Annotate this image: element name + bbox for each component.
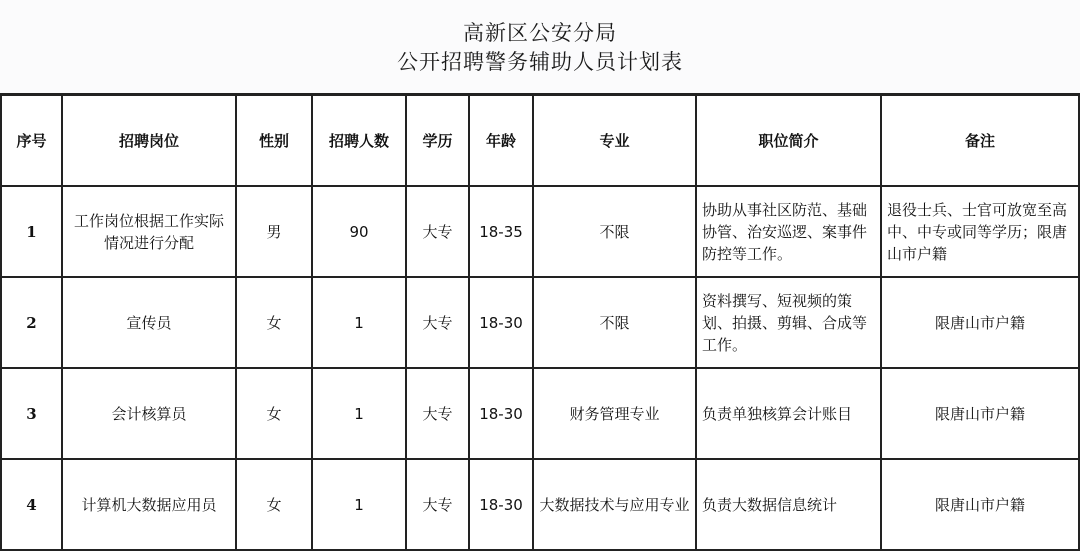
row-no: 1 [1, 186, 62, 277]
row-age: 18-30 [469, 459, 533, 550]
row-major: 不限 [533, 186, 696, 277]
header-cell-gender: 性别 [236, 95, 312, 186]
document-title: 高新区公安分局 [463, 21, 617, 45]
row-note: 限唐山市户籍 [881, 277, 1079, 368]
row-age: 18-30 [469, 368, 533, 459]
header-cell-intro: 职位简介 [696, 95, 881, 186]
row-count: 1 [312, 368, 406, 459]
row-no: 2 [1, 277, 62, 368]
row-education: 大专 [406, 277, 469, 368]
table-row [1, 459, 1079, 550]
row-position: 宣传员 [62, 277, 236, 368]
row-intro: 负责单独核算会计账目 [696, 368, 881, 459]
table-row [1, 186, 1079, 277]
row-major: 大数据技术与应用专业 [533, 459, 696, 550]
row-gender: 女 [236, 368, 312, 459]
row-age: 18-35 [469, 186, 533, 277]
row-no: 3 [1, 368, 62, 459]
row-note: 限唐山市户籍 [881, 459, 1079, 550]
row-education: 大专 [406, 186, 469, 277]
header-cell-count: 招聘人数 [312, 95, 406, 186]
row-note: 退役士兵、士官可放宽至高中、中专或同等学历；限唐山市户籍 [881, 186, 1079, 277]
row-count: 1 [312, 459, 406, 550]
document-subtitle: 公开招聘警务辅助人员计划表 [397, 50, 683, 74]
row-age: 18-30 [469, 277, 533, 368]
row-major: 不限 [533, 277, 696, 368]
table-row [1, 277, 1079, 368]
row-intro: 资料撰写、短视频的策划、拍摄、剪辑、合成等工作。 [696, 277, 881, 368]
table-row [1, 368, 1079, 459]
header-cell-note: 备注 [881, 95, 1079, 186]
row-position: 工作岗位根据工作实际情况进行分配 [62, 186, 236, 277]
row-intro: 负责大数据信息统计 [696, 459, 881, 550]
row-major: 财务管理专业 [533, 368, 696, 459]
header-cell-age: 年龄 [469, 95, 533, 186]
row-gender: 女 [236, 277, 312, 368]
row-position: 计算机大数据应用员 [62, 459, 236, 550]
row-no: 4 [1, 459, 62, 550]
recruitment-plan-table [0, 94, 1080, 551]
header-cell-position: 招聘岗位 [62, 95, 236, 186]
table-header-row [1, 95, 1079, 186]
row-education: 大专 [406, 459, 469, 550]
header-cell-education: 学历 [406, 95, 469, 186]
document-title-area [0, 0, 1080, 95]
row-gender: 男 [236, 186, 312, 277]
row-position: 会计核算员 [62, 368, 236, 459]
header-cell-major: 专业 [533, 95, 696, 186]
row-count: 1 [312, 277, 406, 368]
row-education: 大专 [406, 368, 469, 459]
row-gender: 女 [236, 459, 312, 550]
header-cell-no: 序号 [1, 95, 62, 186]
row-count: 90 [312, 186, 406, 277]
row-intro: 协助从事社区防范、基础协管、治安巡逻、案事件防控等工作。 [696, 186, 881, 277]
row-note: 限唐山市户籍 [881, 368, 1079, 459]
